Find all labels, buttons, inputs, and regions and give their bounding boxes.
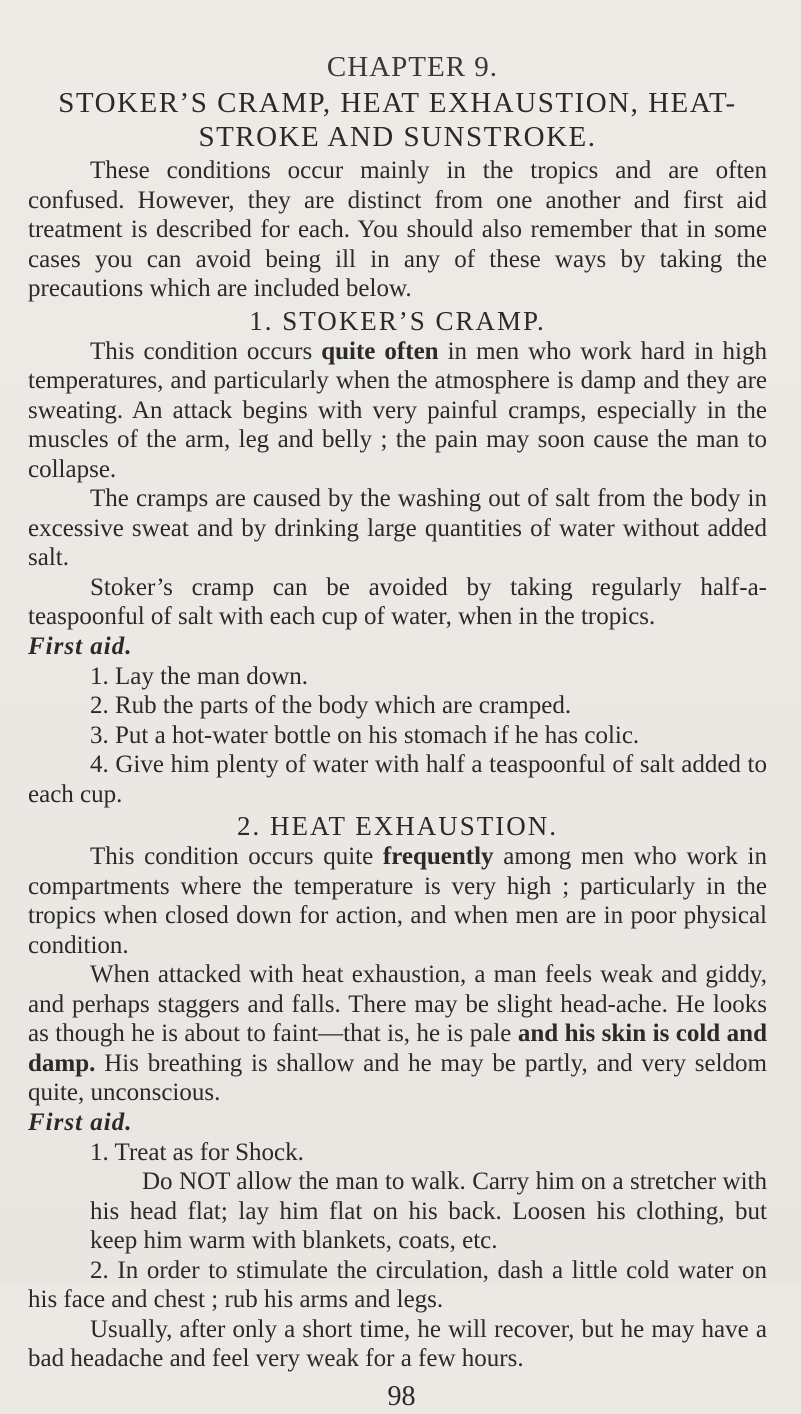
first-aid-step: 3. Put a hot-water bottle on his stomach if he has colic.: [90, 721, 640, 749]
section-heading-heat-exhaustion: 2. HEAT EXHAUSTION.: [237, 811, 558, 841]
heat-exhaustion-closing-paragraph: Usually, after only a short time, he will recover, but he may have a bad headache and feel very weak for a few hours.: [28, 1315, 767, 1372]
section-heading-stokers-cramp: 1. STOKER’S CRAMP.: [249, 305, 546, 336]
emphasis-text: and his skin is cold and damp.: [28, 1020, 767, 1077]
stokers-cramp-paragraph-1: This condition occurs quite often in men who work hard in high temperatures, and particularly when the atmosphere is damp and they are sweating. An attack begins with very painful cramps, especially in the muscles of the arm, leg and belly ; the pain may soon cause the man to collapse.: [28, 337, 768, 483]
first-aid-step: 2. In order to stimulate the circulation, dash a little cold water on his face and chest ; rub his arms and legs.: [28, 1256, 767, 1313]
first-aid-step-detail: Do NOT allow the man to walk. Carry him on a stretcher with his head flat; lay him flat on his back. Loosen his clothing, but keep him warm with blankets, coats, etc.: [90, 1168, 767, 1254]
emphasis-text: quite often: [321, 337, 439, 365]
first-aid-step: 2. Rub the parts of the body which are cramped.: [90, 692, 572, 719]
heat-exhaustion-paragraph-1: This condition occurs quite frequently among men who work in compartments where the temperature is very high ; particularly in the tropics when closed down for action, and when men are in poor physical condition.: [28, 843, 767, 959]
first-aid-heading: First aid.: [28, 632, 133, 660]
stokers-cramp-paragraph-2: The cramps are caused by the washing out of salt from the body in excessive sweat and by drinking large quantities of water without added salt.: [28, 485, 767, 571]
page-number: 98: [387, 1380, 416, 1412]
chapter-title: STOKER’S CRAMP, HEAT EXHAUSTION, HEAT-STROKE AND SUNSTROKE.: [58, 87, 737, 153]
heat-exhaustion-paragraph-2: When attacked with heat exhaustion, a man feels weak and giddy, and perhaps staggers and falls. There may be slight head-ache. He looks as though he is about to faint—that is, he is pale and his skin is cold and damp. His breathing is shallow and he may be partly, and very seldom quite, unconscious.: [28, 961, 767, 1106]
intro-paragraph: These conditions occur mainly in the tropics and are often confused. However, they are distinct from one another and first aid treatment is described for each. You should also remember that in some cases you can avoid being ill in any of these ways by taking the precautions which are included below.: [28, 157, 767, 302]
first-aid-heading: First aid.: [28, 1108, 133, 1136]
first-aid-step: 1. Lay the man down.: [90, 662, 309, 690]
chapter-label: CHAPTER 9.: [326, 51, 499, 83]
first-aid-step: 4. Give him plenty of water with half a teaspoonful of salt added to each cup.: [28, 751, 767, 808]
first-aid-step: 1. Treat as for Shock.: [90, 1138, 304, 1166]
stokers-cramp-paragraph-3: Stoker’s cramp can be avoided by taking regularly half-a-teaspoonful of salt with each cup of water, when in the tropics.: [28, 573, 767, 630]
emphasis-text: frequently: [382, 843, 494, 870]
